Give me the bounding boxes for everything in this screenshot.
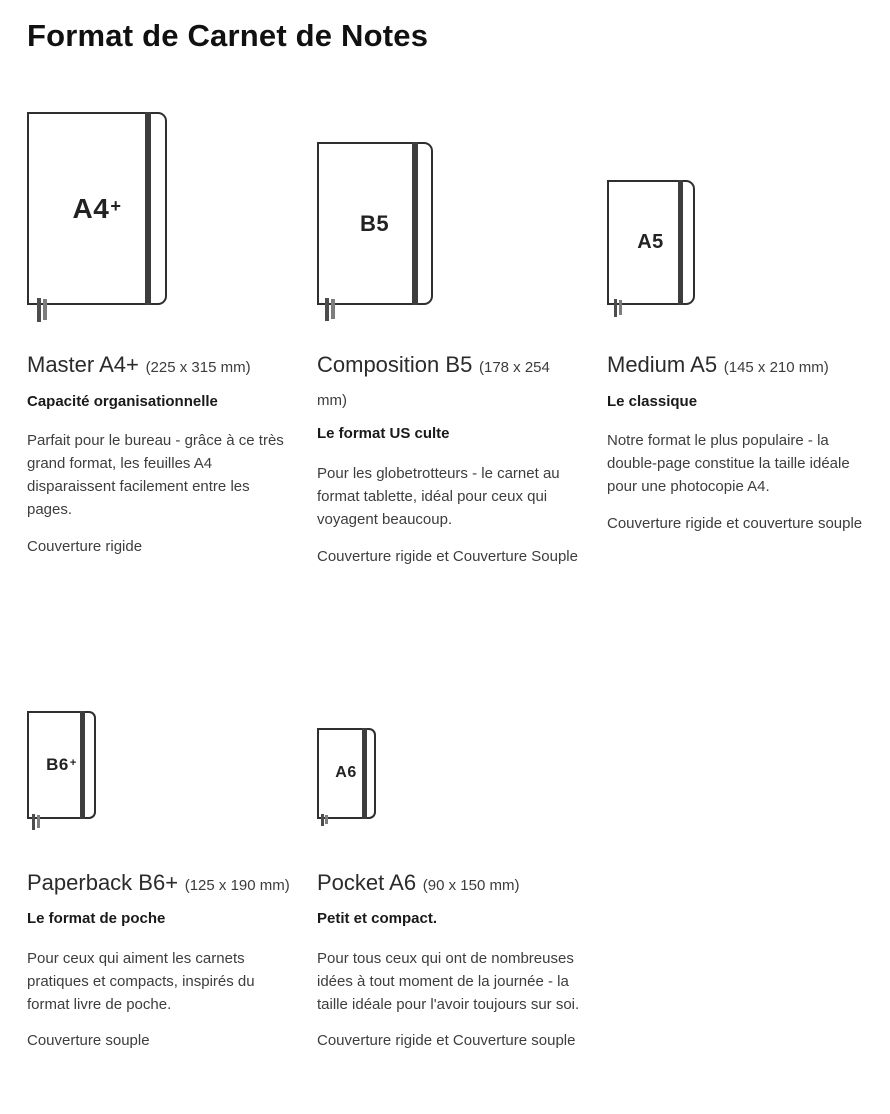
bookmark-ribbon-icon (619, 300, 622, 315)
notebook-a4plus-icon (27, 112, 167, 305)
format-name: Composition B5 (317, 352, 473, 377)
notebook-illustration-area (27, 110, 293, 305)
format-dimensions: (178 x 254 mm) (317, 359, 550, 409)
format-tagline: Le classique (607, 392, 698, 410)
elastic-band-icon (362, 728, 367, 819)
format-title (27, 867, 293, 900)
elastic-band-icon (80, 711, 85, 819)
bookmark-ribbon-icon (331, 299, 335, 319)
bookmark-ribbon-icon (43, 299, 47, 320)
format-tagline: Le format de poche (27, 910, 166, 928)
format-cover-info: Couverture rigide et Couverture Souple (317, 547, 578, 565)
format-card-paperback-b6plus (27, 709, 293, 1054)
notebook-a6-icon (317, 728, 376, 819)
notebook-size-label: A6 (335, 764, 357, 781)
format-tagline: Petit et compact. (317, 910, 438, 928)
notebook-illustration-area (27, 709, 293, 819)
bookmark-ribbon-icon (325, 298, 329, 321)
notebook-size-label: A4 + (72, 192, 122, 224)
elastic-band-icon (145, 112, 151, 305)
format-title (317, 349, 583, 414)
page-title: Format de Carnet de Notes (27, 18, 429, 53)
format-description: Pour tous ceux qui ont de nombreuses idées à tout moment de la journée - la taille idéale pour l'avoir toujours sur soi. (317, 949, 580, 1013)
formats-grid (27, 110, 873, 1053)
notebook-b5-icon (317, 142, 433, 305)
format-title (317, 867, 583, 900)
format-dimensions: (90 x 150 mm) (422, 876, 520, 894)
bookmark-ribbon-icon (32, 814, 35, 830)
format-dimensions: (125 x 190 mm) (184, 876, 290, 894)
notebook-size-label: A5 (637, 231, 664, 253)
notebook-size-label: B5 (359, 210, 390, 236)
format-title (27, 349, 293, 382)
bookmark-ribbon-icon (321, 814, 324, 826)
format-description: Parfait pour le bureau - grâce à ce très grand format, les feuilles A4 disparaissent facilement entre les pages. (27, 432, 284, 518)
format-card-pocket-a6 (317, 709, 583, 1054)
notebook-illustration-area (317, 110, 583, 305)
format-cover-info: Couverture rigide (27, 537, 143, 555)
format-tagline: Le format US culte (317, 425, 450, 443)
format-description: Notre format le plus populaire - la double-page constitue la taille idéale pour une photocopie A4. (607, 432, 850, 495)
format-card-composition-b5 (317, 110, 583, 569)
bookmark-ribbon-icon (37, 815, 40, 828)
bookmark-ribbon-icon (614, 299, 617, 317)
format-description: Pour ceux qui aiment les carnets pratiques et compacts, inspirés du format livre de poche. (27, 949, 255, 1013)
format-tagline: Capacité organisationnelle (27, 392, 218, 410)
format-card-master-a4plus (27, 110, 293, 569)
notebook-illustration-area (317, 709, 583, 819)
format-card-medium-a5 (607, 110, 873, 569)
bookmark-ribbon-icon (325, 815, 328, 824)
format-name: Paperback B6+ (27, 869, 179, 895)
format-title (607, 349, 873, 382)
format-name: Medium A5 (607, 352, 718, 377)
notebook-a5-icon (607, 180, 695, 305)
elastic-band-icon (678, 180, 683, 305)
notebook-illustration-area (607, 110, 873, 305)
elastic-band-icon (412, 142, 418, 305)
format-description: Pour les globetrotteurs - le carnet au format tablette, idéal pour ceux qui voyagent beaucoup. (317, 464, 560, 528)
format-dimensions: (225 x 315 mm) (145, 359, 251, 376)
bookmark-ribbon-icon (37, 298, 41, 322)
format-dimensions: (145 x 210 mm) (723, 359, 829, 376)
format-cover-info: Couverture rigide et couverture souple (607, 514, 863, 532)
format-cover-info: Couverture rigide et Couverture souple (317, 1032, 576, 1050)
format-name: Master A4+ (27, 352, 139, 377)
notebook-b6plus-icon (27, 711, 96, 819)
format-cover-info: Couverture souple (27, 1032, 150, 1050)
notebook-size-label: B6 + (46, 754, 77, 774)
format-name: Pocket A6 (317, 869, 417, 895)
